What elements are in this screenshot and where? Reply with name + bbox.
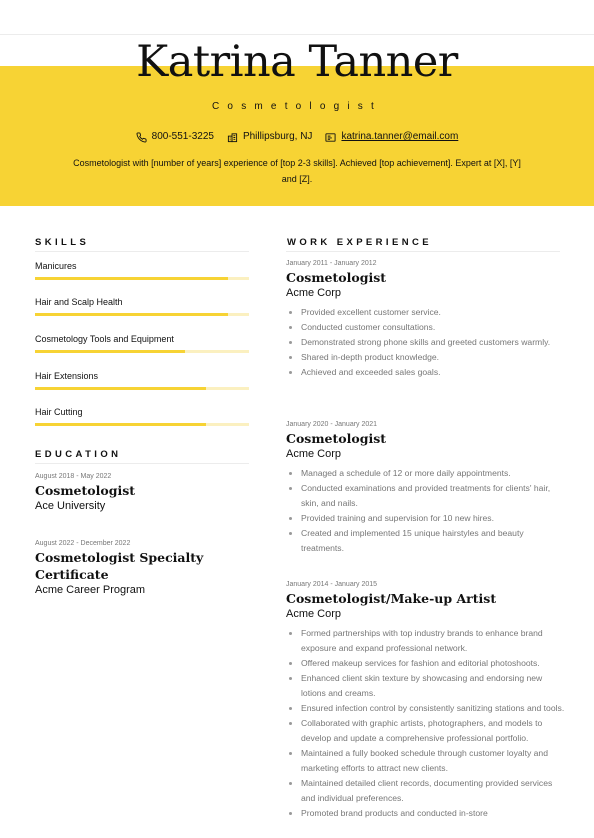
phone-text: 800-551-3225 xyxy=(151,131,214,142)
skill-item xyxy=(35,370,249,382)
skill-bar-fill xyxy=(35,313,228,316)
skill-bar-track xyxy=(35,277,249,280)
email-link[interactable]: katrina.tanner@email.com xyxy=(341,131,459,142)
skill-item xyxy=(35,406,249,418)
contact-row xyxy=(0,130,594,144)
skill-bar-track xyxy=(35,387,249,390)
summary-text: Cosmetologist with [number of years] experience of [top 2-3 skills]. Achieved [top achievement]. Expert at [X], [Y] and [Z]. xyxy=(73,158,521,184)
job-bullet: Conducted customer consultations. xyxy=(286,320,566,335)
education-divider xyxy=(35,463,249,464)
contact-phone xyxy=(136,130,214,144)
job-bullet: Maintained detailed client records, documenting provided services and individual preferences. xyxy=(286,776,566,806)
education-entry xyxy=(35,539,255,598)
job-dates: January 2014 - January 2015 xyxy=(286,581,378,588)
education-entry xyxy=(35,472,255,514)
candidate-name: Katrina Tanner xyxy=(136,37,458,87)
skill-label: Hair and Scalp Health xyxy=(35,297,123,307)
job-bullet: Demonstrated strong phone skills and greeted customers warmly. xyxy=(286,335,566,350)
job-bullet: Enhanced client skin texture by showcasing and endorsing new lotions and creams. xyxy=(286,671,566,701)
skill-bar-track xyxy=(35,350,249,353)
education-degree: Cosmetologist xyxy=(35,483,135,498)
building-icon xyxy=(227,132,238,143)
job-dates: January 2020 - January 2021 xyxy=(286,421,378,428)
skills-divider xyxy=(35,251,249,252)
skill-item xyxy=(35,333,249,345)
job-role: Cosmetologist xyxy=(286,270,386,285)
skills-heading: SKILLS xyxy=(35,237,90,248)
job-bullet: Provided training and supervision for 10 new hires. xyxy=(286,511,566,526)
job-bullet: Created and implemented 15 unique hairstyles and beauty treatments. xyxy=(286,526,566,556)
skill-bar-track xyxy=(35,423,249,426)
top-divider xyxy=(0,34,594,35)
job-bullets xyxy=(286,305,566,380)
job-company: Acme Corp xyxy=(286,287,342,299)
job-role: Cosmetologist xyxy=(286,431,386,446)
skill-bar-fill xyxy=(35,350,185,353)
candidate-title: Cosmetologist xyxy=(212,101,382,112)
job-bullet: Shared in-depth product knowledge. xyxy=(286,350,566,365)
job-bullet: Ensured infection control by consistently sanitizing stations and tools. xyxy=(286,701,566,716)
education-school: Acme Career Program xyxy=(35,584,146,596)
experience-divider xyxy=(286,251,560,252)
job-entry xyxy=(286,259,566,380)
skill-item xyxy=(35,260,249,272)
skill-bar-fill xyxy=(35,277,228,280)
skill-bar-fill xyxy=(35,387,206,390)
job-bullets xyxy=(286,466,566,556)
contact-email[interactable] xyxy=(325,130,458,144)
job-entry xyxy=(286,420,566,556)
email-icon xyxy=(325,132,336,143)
experience-heading: WORK EXPERIENCE xyxy=(287,237,432,248)
job-bullets xyxy=(286,626,566,821)
job-bullet: Conducted examinations and provided treatments for clients' hair, skin, and nails. xyxy=(286,481,566,511)
job-bullet: Offered makeup services for fashion and editorial photoshoots. xyxy=(286,656,566,671)
job-bullet: Collaborated with graphic artists, photographers, and models to develop and update a comprehensive professional portfolio. xyxy=(286,716,566,746)
job-bullet: Achieved and exceeded sales goals. xyxy=(286,365,566,380)
job-dates: January 2011 - January 2012 xyxy=(286,260,377,267)
job-role: Cosmetologist/Make-up Artist xyxy=(286,591,497,606)
phone-icon xyxy=(136,132,147,143)
education-dates: August 2018 - May 2022 xyxy=(35,473,112,480)
skill-bar-track xyxy=(35,313,249,316)
skill-item xyxy=(35,296,249,308)
contact-location xyxy=(227,130,312,144)
job-bullet: Maintained a fully booked schedule through customer loyalty and marketing efforts to attract new clients. xyxy=(286,746,566,776)
location-text: Phillipsburg, NJ xyxy=(242,131,313,142)
job-entry xyxy=(286,580,566,821)
skill-label: Hair Cutting xyxy=(35,407,83,417)
job-company: Acme Corp xyxy=(286,448,342,460)
skill-label: Hair Extensions xyxy=(35,371,99,381)
job-bullet: Managed a schedule of 12 or more daily appointments. xyxy=(286,466,566,481)
job-company: Acme Corp xyxy=(286,608,342,620)
job-bullet: Promoted brand products and conducted in-store xyxy=(286,806,566,821)
job-bullet: Formed partnerships with top industry brands to enhance brand exposure and expand professional network. xyxy=(286,626,566,656)
skill-label: Cosmetology Tools and Equipment xyxy=(35,334,174,344)
job-bullet: Provided excellent customer service. xyxy=(286,305,566,320)
skill-label: Manicures xyxy=(35,261,77,271)
skill-bar-fill xyxy=(35,423,206,426)
education-dates: August 2022 - December 2022 xyxy=(35,540,131,547)
education-degree: Cosmetologist Specialty Certificate xyxy=(35,550,204,582)
education-heading: EDUCATION xyxy=(35,449,122,460)
education-school: Ace University xyxy=(35,500,106,512)
